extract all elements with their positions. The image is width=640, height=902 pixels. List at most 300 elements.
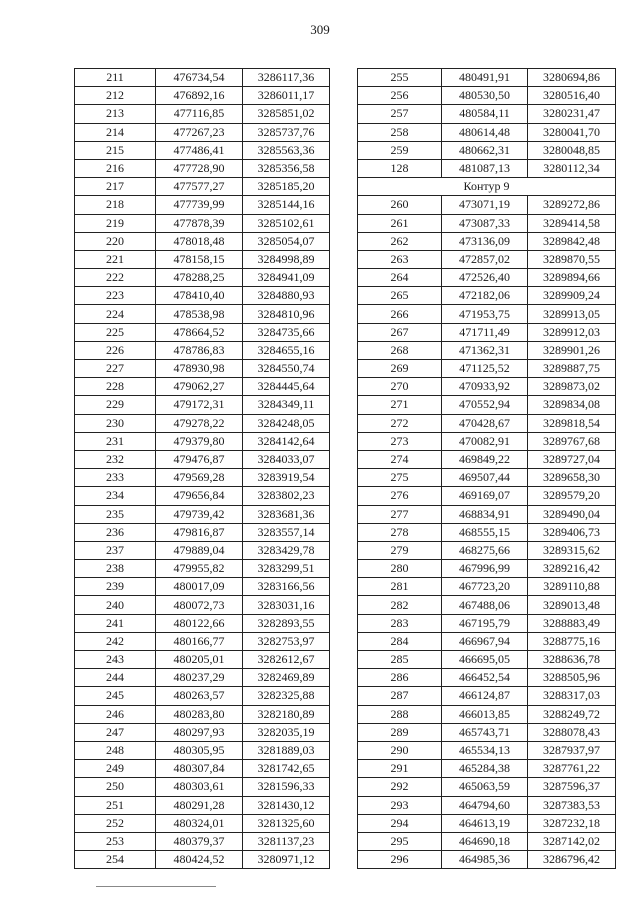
table-row [358,832,616,850]
table-row [358,323,616,341]
x-coordinate-cell: 480122,66 [156,614,243,632]
y-coordinate-cell: 3283429,78 [243,541,330,559]
y-coordinate-cell: 3284248,05 [243,414,330,432]
point-number-cell: 296 [358,851,442,869]
table-row [75,141,330,159]
x-coordinate-cell: 480662,31 [442,141,528,159]
table-row [75,323,330,341]
y-coordinate-cell: 3289579,20 [528,487,616,505]
y-coordinate-cell: 3288078,43 [528,723,616,741]
point-number-cell: 289 [358,723,442,741]
point-number-cell: 276 [358,487,442,505]
table-row [358,651,616,669]
point-number-cell: 243 [75,651,156,669]
x-coordinate-cell: 480584,11 [442,105,528,123]
table-row [358,69,616,87]
table-row [75,687,330,705]
y-coordinate-cell: 3284998,89 [243,250,330,268]
x-coordinate-cell: 467195,79 [442,614,528,632]
x-coordinate-cell: 479379,80 [156,432,243,450]
y-coordinate-cell: 3285054,07 [243,232,330,250]
table-row [75,778,330,796]
table-row [358,669,616,687]
point-number-cell: 266 [358,305,442,323]
table-row [75,87,330,105]
y-coordinate-cell: 3282612,67 [243,651,330,669]
point-number-cell: 257 [358,105,442,123]
x-coordinate-cell: 477486,41 [156,141,243,159]
x-coordinate-cell: 470933,92 [442,378,528,396]
point-number-cell: 253 [75,832,156,850]
y-coordinate-cell: 3281596,33 [243,778,330,796]
table-row [75,796,330,814]
point-number-cell: 270 [358,378,442,396]
y-coordinate-cell: 3289912,03 [528,323,616,341]
y-coordinate-cell: 3285185,20 [243,178,330,196]
point-number-cell: 248 [75,741,156,759]
x-coordinate-cell: 468834,91 [442,505,528,523]
y-coordinate-cell: 3289216,42 [528,560,616,578]
x-coordinate-cell: 471953,75 [442,305,528,323]
point-number-cell: 216 [75,159,156,177]
point-number-cell: 244 [75,669,156,687]
point-number-cell: 222 [75,269,156,287]
y-coordinate-cell: 3281889,03 [243,741,330,759]
y-coordinate-cell: 3280041,70 [528,123,616,141]
x-coordinate-cell: 478786,83 [156,341,243,359]
point-number-cell: 226 [75,341,156,359]
y-coordinate-cell: 3288883,49 [528,614,616,632]
y-coordinate-cell: 3284445,64 [243,378,330,396]
y-coordinate-cell: 3283031,16 [243,596,330,614]
table-row [75,651,330,669]
x-coordinate-cell: 480614,48 [442,123,528,141]
point-number-cell: 215 [75,141,156,159]
table-row [75,632,330,650]
y-coordinate-cell: 3289834,08 [528,396,616,414]
y-coordinate-cell: 3287232,18 [528,814,616,832]
point-number-cell: 267 [358,323,442,341]
x-coordinate-cell: 480530,50 [442,87,528,105]
table-row [75,723,330,741]
x-coordinate-cell: 467723,20 [442,578,528,596]
point-number-cell: 288 [358,705,442,723]
x-coordinate-cell: 479278,22 [156,414,243,432]
y-coordinate-cell: 3283166,56 [243,578,330,596]
table-row [75,469,330,487]
y-coordinate-cell: 3288636,78 [528,651,616,669]
x-coordinate-cell: 471125,52 [442,360,528,378]
x-coordinate-cell: 480379,37 [156,832,243,850]
table-row [358,541,616,559]
point-number-cell: 217 [75,178,156,196]
y-coordinate-cell: 3289315,62 [528,541,616,559]
x-coordinate-cell: 480237,29 [156,669,243,687]
point-number-cell: 275 [358,469,442,487]
point-number-cell: 273 [358,432,442,450]
x-coordinate-cell: 465534,13 [442,741,528,759]
y-coordinate-cell: 3289414,58 [528,214,616,232]
y-coordinate-cell: 3285737,76 [243,123,330,141]
x-coordinate-cell: 466124,87 [442,687,528,705]
x-coordinate-cell: 479062,27 [156,378,243,396]
y-coordinate-cell: 3285144,16 [243,196,330,214]
x-coordinate-cell: 465743,71 [442,723,528,741]
point-number-cell: 271 [358,396,442,414]
point-number-cell: 219 [75,214,156,232]
y-coordinate-cell: 3289013,48 [528,596,616,614]
point-number-cell: 241 [75,614,156,632]
y-coordinate-cell: 3283299,51 [243,560,330,578]
table-row [358,141,616,159]
y-coordinate-cell: 3288505,96 [528,669,616,687]
x-coordinate-cell: 480283,80 [156,705,243,723]
point-number-cell: 211 [75,69,156,87]
x-coordinate-cell: 472857,02 [442,250,528,268]
x-coordinate-cell: 480305,95 [156,741,243,759]
x-coordinate-cell: 477728,90 [156,159,243,177]
table-row [358,214,616,232]
y-coordinate-cell: 3280694,86 [528,69,616,87]
table-row [358,723,616,741]
y-coordinate-cell: 3289818,54 [528,414,616,432]
y-coordinate-cell: 3286117,36 [243,69,330,87]
y-coordinate-cell: 3284941,09 [243,269,330,287]
point-number-cell: 212 [75,87,156,105]
table-row [358,760,616,778]
point-number-cell: 279 [358,541,442,559]
point-number-cell: 269 [358,360,442,378]
table-row [75,832,330,850]
x-coordinate-cell: 472182,06 [442,287,528,305]
point-number-cell: 220 [75,232,156,250]
table-row [358,741,616,759]
y-coordinate-cell: 3281742,65 [243,760,330,778]
point-number-cell: 229 [75,396,156,414]
point-number-cell: 249 [75,760,156,778]
y-coordinate-cell: 3285102,61 [243,214,330,232]
point-number-cell: 228 [75,378,156,396]
table-row [358,796,616,814]
table-row [75,69,330,87]
x-coordinate-cell: 469169,07 [442,487,528,505]
y-coordinate-cell: 3280231,47 [528,105,616,123]
x-coordinate-cell: 477116,85 [156,105,243,123]
table-row [358,578,616,596]
table-row [358,596,616,614]
x-coordinate-cell: 477577,27 [156,178,243,196]
coordinates-table-left [74,68,330,869]
x-coordinate-cell: 480491,91 [442,69,528,87]
point-number-cell: 242 [75,632,156,650]
x-coordinate-cell: 478538,98 [156,305,243,323]
y-coordinate-cell: 3282469,89 [243,669,330,687]
x-coordinate-cell: 464985,36 [442,851,528,869]
y-coordinate-cell: 3289894,66 [528,269,616,287]
coordinates-table-right [357,68,616,869]
x-coordinate-cell: 473087,33 [442,214,528,232]
point-number-cell: 283 [358,614,442,632]
point-number-cell: 128 [358,159,442,177]
x-coordinate-cell: 478930,98 [156,360,243,378]
y-coordinate-cell: 3284142,64 [243,432,330,450]
point-number-cell: 218 [75,196,156,214]
x-coordinate-cell: 476734,54 [156,69,243,87]
x-coordinate-cell: 478664,52 [156,323,243,341]
table-row [75,414,330,432]
point-number-cell: 238 [75,560,156,578]
x-coordinate-cell: 469849,22 [442,450,528,468]
y-coordinate-cell: 3281325,60 [243,814,330,832]
y-coordinate-cell: 3283557,14 [243,523,330,541]
contour-heading: Контур 9 [358,178,616,196]
point-number-cell: 284 [358,632,442,650]
point-number-cell: 256 [358,87,442,105]
y-coordinate-cell: 3284880,93 [243,287,330,305]
footer-rule [96,886,216,887]
point-number-cell: 282 [358,596,442,614]
point-number-cell: 290 [358,741,442,759]
table-row [75,341,330,359]
x-coordinate-cell: 468555,15 [442,523,528,541]
y-coordinate-cell: 3287383,53 [528,796,616,814]
y-coordinate-cell: 3289110,88 [528,578,616,596]
y-coordinate-cell: 3280971,12 [243,851,330,869]
point-number-cell: 250 [75,778,156,796]
table-row [75,814,330,832]
table-row [75,541,330,559]
x-coordinate-cell: 479739,42 [156,505,243,523]
page-number: 309 [310,22,330,37]
table-row [358,560,616,578]
point-number-cell: 223 [75,287,156,305]
y-coordinate-cell: 3289887,75 [528,360,616,378]
y-coordinate-cell: 3289490,04 [528,505,616,523]
x-coordinate-cell: 477739,99 [156,196,243,214]
table-row [75,450,330,468]
y-coordinate-cell: 3289901,26 [528,341,616,359]
point-number-cell: 287 [358,687,442,705]
x-coordinate-cell: 466695,05 [442,651,528,669]
x-coordinate-cell: 477878,39 [156,214,243,232]
x-coordinate-cell: 479889,04 [156,541,243,559]
y-coordinate-cell: 3288249,72 [528,705,616,723]
point-number-cell: 261 [358,214,442,232]
x-coordinate-cell: 467488,06 [442,596,528,614]
x-coordinate-cell: 473071,19 [442,196,528,214]
point-number-cell: 236 [75,523,156,541]
table-row [358,287,616,305]
point-number-cell: 268 [358,341,442,359]
table-row [75,851,330,869]
y-coordinate-cell: 3289913,05 [528,305,616,323]
table-row [358,450,616,468]
y-coordinate-cell: 3284810,96 [243,305,330,323]
table-row [358,360,616,378]
x-coordinate-cell: 466013,85 [442,705,528,723]
x-coordinate-cell: 480263,57 [156,687,243,705]
table-row [75,505,330,523]
y-coordinate-cell: 3283802,23 [243,487,330,505]
point-number-cell: 233 [75,469,156,487]
y-coordinate-cell: 3287761,22 [528,760,616,778]
point-number-cell: 251 [75,796,156,814]
x-coordinate-cell: 478288,25 [156,269,243,287]
point-number-cell: 295 [358,832,442,850]
x-coordinate-cell: 480017,09 [156,578,243,596]
point-number-cell: 278 [358,523,442,541]
table-row [358,432,616,450]
x-coordinate-cell: 479656,84 [156,487,243,505]
point-number-cell: 258 [358,123,442,141]
table-row [75,487,330,505]
point-number-cell: 254 [75,851,156,869]
table-row [75,396,330,414]
x-coordinate-cell: 476892,16 [156,87,243,105]
x-coordinate-cell: 479476,87 [156,450,243,468]
x-coordinate-cell: 478158,15 [156,250,243,268]
point-number-cell: 234 [75,487,156,505]
table-row [358,341,616,359]
y-coordinate-cell: 3289909,24 [528,287,616,305]
table-row [75,614,330,632]
point-number-cell: 213 [75,105,156,123]
x-coordinate-cell: 480297,93 [156,723,243,741]
x-coordinate-cell: 480324,01 [156,814,243,832]
point-number-cell: 260 [358,196,442,214]
table-row [75,305,330,323]
y-coordinate-cell: 3289842,48 [528,232,616,250]
y-coordinate-cell: 3282180,89 [243,705,330,723]
table-row [358,632,616,650]
point-number-cell: 245 [75,687,156,705]
point-number-cell: 294 [358,814,442,832]
y-coordinate-cell: 3284655,16 [243,341,330,359]
point-number-cell: 259 [358,141,442,159]
x-coordinate-cell: 481087,13 [442,159,528,177]
y-coordinate-cell: 3282893,55 [243,614,330,632]
y-coordinate-cell: 3280516,40 [528,87,616,105]
y-coordinate-cell: 3280112,34 [528,159,616,177]
point-number-cell: 255 [358,69,442,87]
x-coordinate-cell: 480307,84 [156,760,243,778]
x-coordinate-cell: 466452,54 [442,669,528,687]
point-number-cell: 264 [358,269,442,287]
y-coordinate-cell: 3289870,55 [528,250,616,268]
x-coordinate-cell: 480205,01 [156,651,243,669]
point-number-cell: 225 [75,323,156,341]
point-number-cell: 252 [75,814,156,832]
table-row [358,232,616,250]
y-coordinate-cell: 3285851,02 [243,105,330,123]
table-row [75,705,330,723]
point-number-cell: 286 [358,669,442,687]
table-row [75,378,330,396]
table-row [75,250,330,268]
table-row [75,196,330,214]
table-row [358,87,616,105]
point-number-cell: 272 [358,414,442,432]
point-number-cell: 277 [358,505,442,523]
point-number-cell: 265 [358,287,442,305]
table-row [358,814,616,832]
point-number-cell: 292 [358,778,442,796]
table-row [358,469,616,487]
table-row [358,396,616,414]
y-coordinate-cell: 3289873,02 [528,378,616,396]
y-coordinate-cell: 3288317,03 [528,687,616,705]
x-coordinate-cell: 480166,77 [156,632,243,650]
y-coordinate-cell: 3288775,16 [528,632,616,650]
y-coordinate-cell: 3287142,02 [528,832,616,850]
table-row [75,123,330,141]
point-number-cell: 274 [358,450,442,468]
x-coordinate-cell: 471711,49 [442,323,528,341]
x-coordinate-cell: 480303,61 [156,778,243,796]
table-row [75,360,330,378]
table-row [358,105,616,123]
point-number-cell: 246 [75,705,156,723]
table-row [358,778,616,796]
point-number-cell: 235 [75,505,156,523]
table-row [358,414,616,432]
table-row [358,378,616,396]
point-number-cell: 230 [75,414,156,432]
table-row [75,560,330,578]
x-coordinate-cell: 479816,87 [156,523,243,541]
y-coordinate-cell: 3282325,88 [243,687,330,705]
table-row [75,287,330,305]
table-row [358,159,616,177]
table-row [358,505,616,523]
x-coordinate-cell: 480072,73 [156,596,243,614]
x-coordinate-cell: 479569,28 [156,469,243,487]
table-row [358,196,616,214]
x-coordinate-cell: 465284,38 [442,760,528,778]
table-row [75,760,330,778]
y-coordinate-cell: 3285356,58 [243,159,330,177]
table-row [358,687,616,705]
table-row [358,851,616,869]
point-number-cell: 285 [358,651,442,669]
table-row [358,705,616,723]
y-coordinate-cell: 3286011,17 [243,87,330,105]
x-coordinate-cell: 469507,44 [442,469,528,487]
x-coordinate-cell: 478410,40 [156,287,243,305]
x-coordinate-cell: 473136,09 [442,232,528,250]
point-number-cell: 293 [358,796,442,814]
x-coordinate-cell: 478018,48 [156,232,243,250]
y-coordinate-cell: 3283919,54 [243,469,330,487]
point-number-cell: 232 [75,450,156,468]
y-coordinate-cell: 3284033,07 [243,450,330,468]
table-row [358,487,616,505]
x-coordinate-cell: 464794,60 [442,796,528,814]
y-coordinate-cell: 3284550,74 [243,360,330,378]
x-coordinate-cell: 480424,52 [156,851,243,869]
table-row [358,305,616,323]
y-coordinate-cell: 3281430,12 [243,796,330,814]
table-row [75,596,330,614]
point-number-cell: 247 [75,723,156,741]
table-row [75,523,330,541]
y-coordinate-cell: 3287596,37 [528,778,616,796]
table-row [75,214,330,232]
y-coordinate-cell: 3289272,86 [528,196,616,214]
point-number-cell: 214 [75,123,156,141]
x-coordinate-cell: 470552,94 [442,396,528,414]
table-row [358,250,616,268]
